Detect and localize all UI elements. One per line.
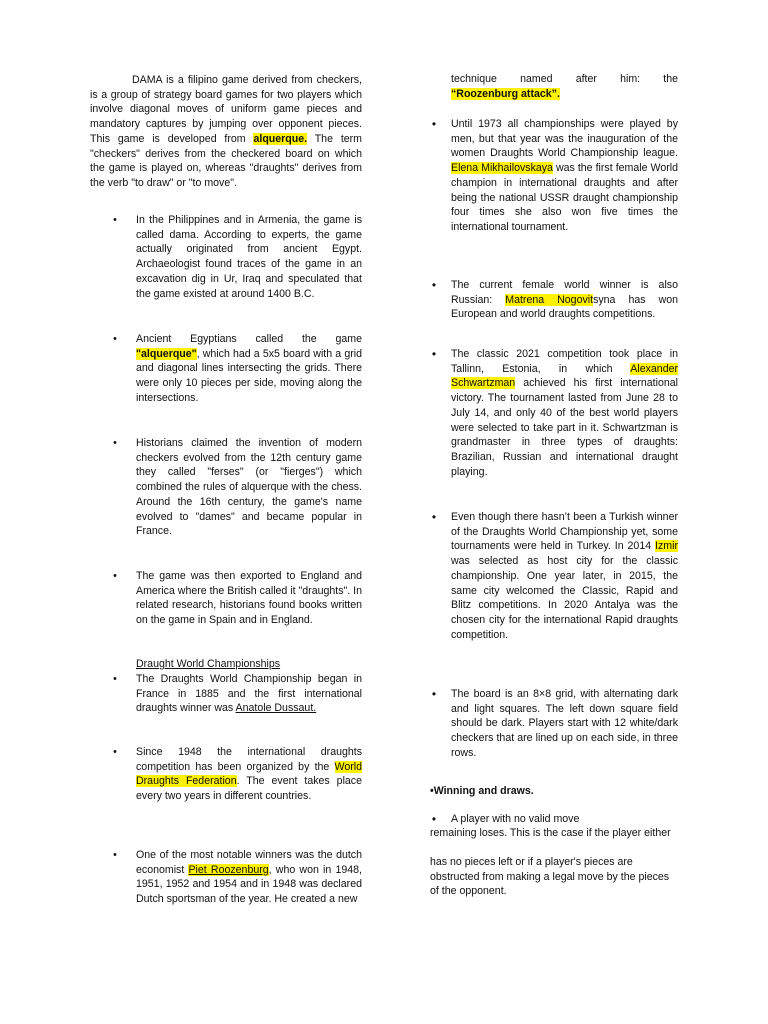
bullet-marker: •	[113, 214, 117, 226]
list-item	[431, 347, 678, 479]
list-item	[113, 332, 362, 406]
list-item-post: achieved his first international victory. The tournament lasted from June 28 to July 14, and only 40 of the best world players were selected to take part in it. Schwartzman is grandmaster in three types of draughts: Brazilian, Russian and international draught playing.	[451, 377, 678, 478]
highlight-alquerque-quoted: "alquerque"	[136, 347, 197, 360]
bullet-marker: •	[113, 746, 117, 758]
list-item	[113, 672, 362, 716]
winning-line: remaining loses. This is the case if the player either	[430, 827, 671, 839]
list-item-post: , who won in 1948, 1951, 1952 and 1954 and in 1948 was declared Dutch sportsman of the year. He created a new	[136, 863, 362, 906]
continuation-text	[451, 72, 678, 101]
highlight-roozenburg-attack: “Roozenburg attack”.	[451, 87, 560, 100]
highlight-matrena: Matrena Nogovit	[505, 293, 594, 306]
list-item	[113, 436, 362, 539]
list-item-post: , which had a 5x5 board with a grid and diagonal lines intersecting the grids. There were only 10 pieces per side, moving along the intersections.	[136, 347, 362, 404]
list-item-pre: One of the most notable winners was the dutch economist	[136, 849, 362, 876]
list-item-text: In the Philippines and in Armenia, the game is called dama. According to experts, the game actually originated from ancient Egypt. Archaeologist found traces of the game in an excavation dig in Ur, Iraq and speculated that the game existed at around 1400 B.C.	[136, 214, 362, 300]
bullet-marker: •	[113, 849, 117, 861]
bullet-marker: •	[431, 278, 437, 292]
highlight-roozenburg: Piet Roozenburg	[188, 863, 269, 876]
section-heading-championships	[136, 657, 362, 672]
underlined-name: Anatole Dussaut.	[235, 702, 317, 715]
list-item	[431, 687, 678, 761]
highlight-elena: Elena Mikhailovskaya	[451, 162, 553, 175]
bullet-marker: •	[113, 570, 117, 582]
list-item	[431, 510, 678, 642]
highlight-izmir: Izmir	[655, 540, 678, 553]
list-item-pre: The classic 2021 competition took place in Tallinn, Estonia, in which	[451, 348, 678, 375]
bullet-marker: •	[431, 510, 437, 524]
list-item	[431, 278, 678, 322]
bullet-marker: •	[113, 333, 117, 345]
intro-paragraph	[90, 73, 362, 191]
list-item-text: A player with no valid move	[451, 813, 580, 825]
list-item-pre: Ancient Egyptians called the game	[136, 333, 362, 345]
list-item-post: was the first female World champion in international draughts and after being the national USSR draught championship four times she also won five times the international tournament.	[451, 162, 678, 233]
bullet-marker: •	[431, 687, 437, 701]
list-item-post: was selected as host city for the classic championship. One year later, in 2015, the same city welcomed the Classic, Rapid and Blitz competitions. In 2020 Antalya was the chosen city for the international Rapid draughts competition.	[451, 555, 678, 641]
bullet-marker: •	[431, 347, 437, 361]
intro-tail: The term "checkers" derives from the checkered board on which the game is played on, whereas "draughts" derives from the verb "to draw" or "to move".	[90, 132, 363, 189]
list-item-text: Historians claimed the invention of modern checkers evolved from the 12th century game they called "ferses" (or "fierges") which combined the rules of alquerque with the chess. Around the 16th century, the game's name evolved to "dames" and became popular in France.	[136, 437, 362, 538]
bullet-marker: •	[113, 673, 117, 685]
list-item-text: The board is an 8×8 grid, with alternating dark and light squares. The left down square field should be dark. Players start with 12 white/dark checkers that are lined up on each side, in three rows.	[451, 688, 678, 759]
list-item	[113, 569, 362, 628]
bullet-marker: •	[431, 812, 437, 826]
highlight-wdf: World Draughts Federation	[136, 760, 362, 788]
winning-heading: •Winning and draws.	[430, 785, 534, 797]
list-item-post: syna has won European and world draughts competitions.	[451, 293, 678, 321]
list-item-pre: The Draughts World Championship began in France in 1885 and the first international draughts winner was	[136, 673, 362, 715]
list-item-text: The game was then exported to England and America where the British called it "draughts". In related research, historians found books written on the game in Spain and in England.	[136, 570, 362, 627]
list-item	[113, 848, 362, 907]
list-item-pre: Even though there hasn’t been a Turkish winner of the Draughts World Championship yet, some tournaments were held in Turkey. In 2014	[451, 511, 678, 553]
list-item	[113, 213, 362, 301]
list-item-pre: The current female world winner is also Russian:	[451, 279, 678, 306]
list-item-pre: Until 1973 all championships were played by men, but that year was the inauguration of the women Draughts World Championship league.	[451, 118, 678, 160]
list-item	[431, 117, 678, 235]
bullet-marker: •	[113, 437, 117, 449]
list-item-pre: Since 1948 the international draughts competition has been organized by the	[136, 746, 362, 773]
winning-line: has no pieces left or if a player's pieces are obstructed from making a legal move by the pieces of the opponent.	[430, 856, 670, 898]
intro-lead: DAMA is a filipino game derived from checkers, is a group of strategy board games for two players which involve diagonal moves of uniform game pieces and mandatory captures by jumping over opponent pieces. This game is developed from	[90, 74, 362, 145]
highlight-alquerque: alquerque.	[253, 132, 308, 145]
bullet-marker: •	[431, 117, 437, 131]
highlight-schwartzman: Alexander Schwartzman	[451, 362, 678, 390]
list-item	[431, 812, 678, 827]
list-item-post: . The event takes place every two years in different countries.	[136, 775, 362, 803]
list-item	[113, 745, 362, 804]
continuation-line: technique named after him: the	[451, 73, 678, 85]
championships-heading: Draught World Championships	[136, 658, 281, 670]
